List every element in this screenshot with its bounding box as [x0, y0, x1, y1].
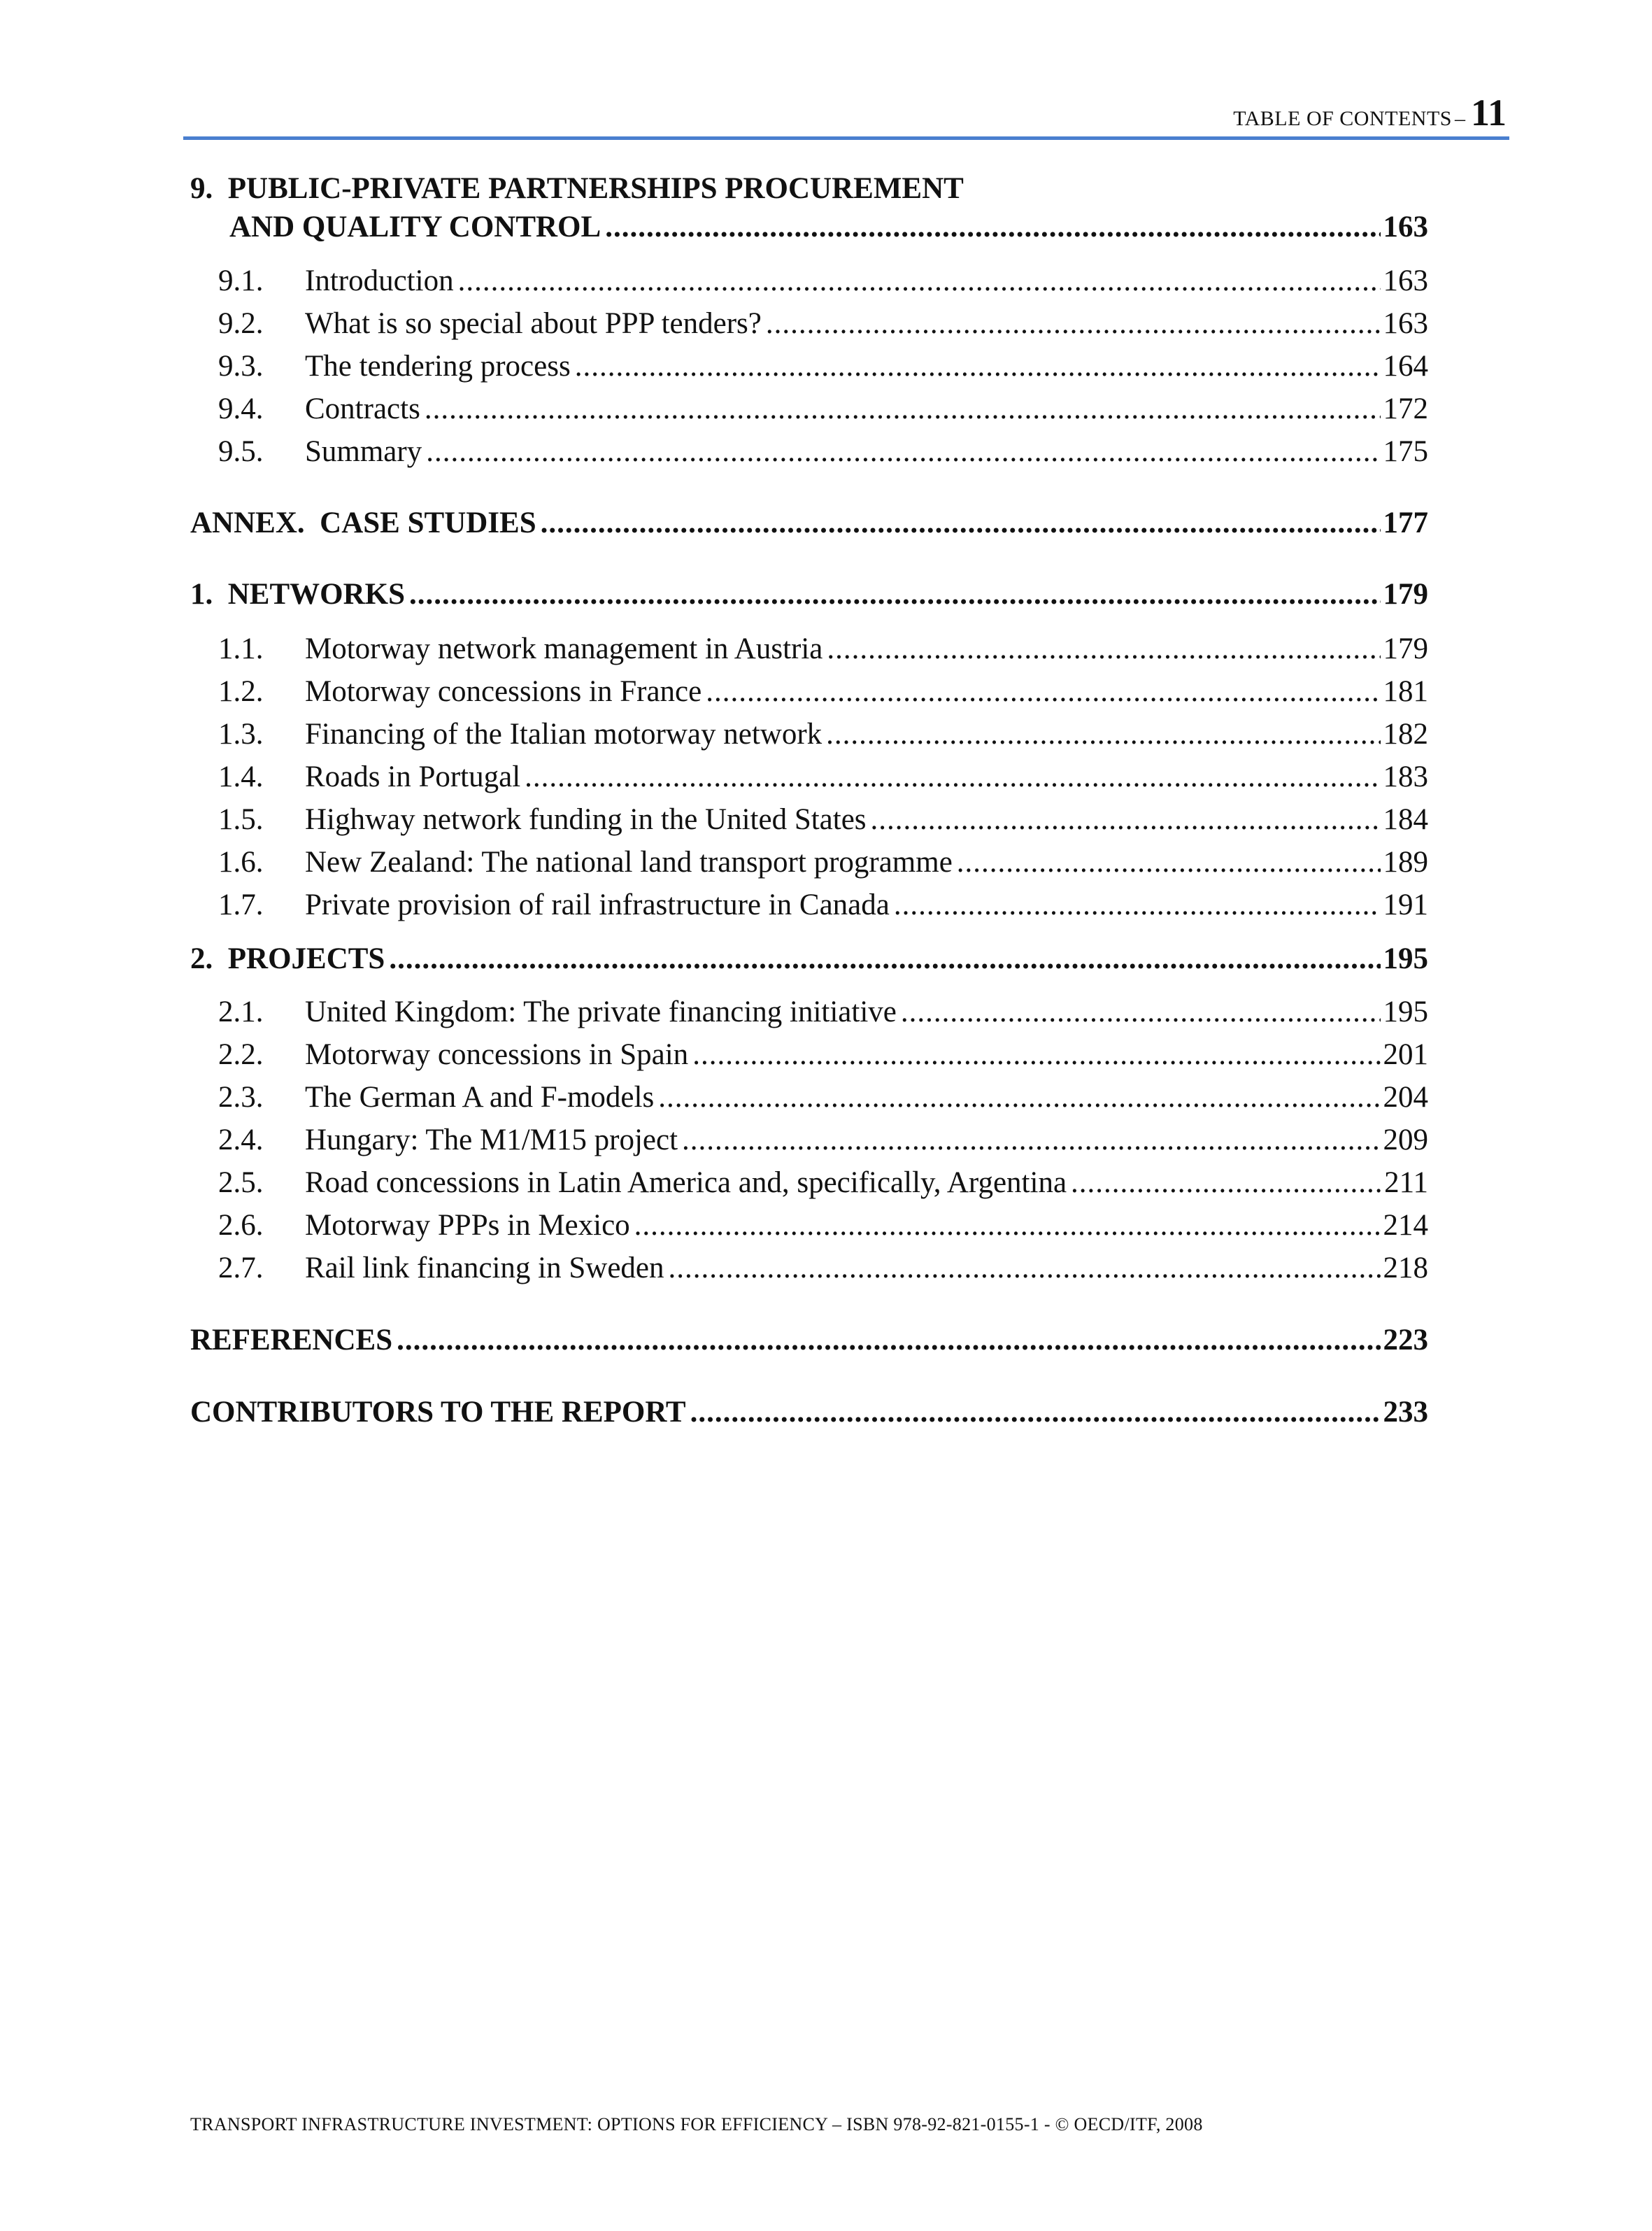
entry-number: 1.3. [218, 718, 264, 751]
toc-entry[interactable] [190, 1166, 1428, 1200]
entry-number: 1.5. [218, 803, 264, 836]
entry-title: Motorway concessions in France [305, 675, 702, 708]
page-number: 201 [1383, 1038, 1428, 1071]
table-of-contents [190, 0, 1428, 1539]
toc-chapter-networks[interactable] [190, 577, 1428, 611]
page-number: 189 [1383, 846, 1428, 879]
toc-entry[interactable] [190, 802, 1428, 837]
dot-leader [397, 1323, 1380, 1357]
page-number: 223 [1383, 1324, 1428, 1357]
dot-leader [692, 1037, 1380, 1072]
entry-number: 1.2. [218, 675, 264, 708]
running-footer: TRANSPORT INFRASTRUCTURE INVESTMENT: OPTIONS FOR EFFICIENCY – ISBN 978-92-821-0155-1 - © OECD/ITF, 2008 [190, 2114, 1203, 2134]
entry-number: 2.5. [218, 1166, 264, 1199]
dot-leader [827, 632, 1380, 666]
entry-title: New Zealand: The national land transport programme [305, 846, 953, 879]
toc-entry[interactable] [190, 717, 1428, 751]
page-number: 175 [1383, 435, 1428, 468]
toc-entry[interactable] [190, 349, 1428, 383]
entry-number: 2.1. [218, 996, 264, 1028]
page-number: 182 [1383, 718, 1428, 751]
dot-leader [682, 1123, 1380, 1157]
entry-number: 2.6. [218, 1209, 264, 1242]
page-number: 164 [1383, 350, 1428, 383]
dot-leader [541, 506, 1381, 540]
entry-number: 2.4. [218, 1124, 264, 1156]
dot-leader [658, 1080, 1380, 1114]
entry-title: Highway network funding in the United States [305, 803, 867, 836]
entry-title: The tendering process [305, 350, 571, 383]
dot-leader [409, 577, 1380, 611]
dot-leader [894, 888, 1381, 922]
entry-number: 2.3. [218, 1081, 264, 1114]
toc-entry[interactable] [190, 995, 1428, 1029]
toc-chapter-projects[interactable] [190, 942, 1428, 976]
entry-number: 9.5. [218, 435, 264, 468]
entry-number: 9.2. [218, 307, 264, 340]
dot-leader [901, 995, 1381, 1029]
page-number: 183 [1383, 760, 1428, 793]
entry-title: Roads in Portugal [305, 760, 521, 793]
entry-number: 9.1. [218, 264, 264, 297]
entry-number: 1.4. [218, 760, 264, 793]
toc-entry[interactable] [190, 434, 1428, 469]
dot-leader [957, 845, 1381, 879]
page-number: 179 [1383, 632, 1428, 665]
toc-entry[interactable] [190, 632, 1428, 666]
toc-entry[interactable] [190, 1123, 1428, 1157]
dot-leader [1071, 1166, 1381, 1200]
entry-title: Motorway network management in Austria [305, 632, 823, 665]
toc-entry[interactable] [190, 1208, 1428, 1242]
dot-leader [766, 306, 1381, 341]
entry-number: 9.3. [218, 350, 264, 383]
page-number: 209 [1383, 1124, 1428, 1156]
toc-entry[interactable] [190, 674, 1428, 709]
dot-leader [389, 942, 1380, 976]
entry-title: Financing of the Italian motorway network [305, 718, 823, 751]
dot-leader [525, 760, 1380, 794]
page-number: 163 [1383, 264, 1428, 297]
header-page-number: 11 [1470, 92, 1507, 134]
toc-entry[interactable] [190, 392, 1428, 426]
toc-entry[interactable] [190, 264, 1428, 298]
toc-entry[interactable] [190, 306, 1428, 341]
entry-title: Summary [305, 435, 422, 468]
dot-leader [871, 802, 1381, 837]
page-number: 191 [1383, 888, 1428, 921]
page-number: 211 [1384, 1166, 1428, 1199]
entry-title: Hungary: The M1/M15 project [305, 1124, 678, 1156]
entry-title: Private provision of rail infrastructure in Canada [305, 888, 890, 921]
dot-leader [575, 349, 1381, 383]
entry-number: 1.1. [218, 632, 264, 665]
entry-title: Motorway concessions in Spain [305, 1038, 689, 1071]
chapter-title-line2: AND QUALITY CONTROL [229, 211, 601, 243]
entry-title: Contracts [305, 392, 420, 425]
toc-entry[interactable] [190, 1080, 1428, 1114]
page-number: 218 [1383, 1252, 1428, 1284]
entry-title: Introduction [305, 264, 454, 297]
toc-chapter-9-line2[interactable] [190, 210, 1428, 244]
page-number: 214 [1383, 1209, 1428, 1242]
page-number: 163 [1383, 307, 1428, 340]
dot-leader [706, 674, 1380, 709]
page-number: 172 [1383, 392, 1428, 425]
header-dash: – [1454, 107, 1465, 130]
entry-title: Motorway PPPs in Mexico [305, 1209, 630, 1242]
dot-leader [634, 1208, 1381, 1242]
dot-leader [425, 392, 1381, 426]
contributors-title: CONTRIBUTORS TO THE REPORT [190, 1396, 686, 1429]
chapter-title: PROJECTS [227, 942, 385, 975]
toc-entry[interactable] [190, 1251, 1428, 1285]
references-title: REFERENCES [190, 1324, 393, 1357]
page-number: 233 [1383, 1396, 1428, 1429]
page-number: 195 [1383, 942, 1428, 975]
dot-leader [458, 264, 1381, 298]
chapter-number: 1. [190, 578, 213, 611]
entry-title: United Kingdom: The private financing initiative [305, 996, 897, 1028]
chapter-number: 2. [190, 942, 213, 975]
page-number: 177 [1383, 507, 1428, 539]
toc-entry[interactable] [190, 888, 1428, 922]
toc-contributors[interactable] [190, 1395, 1428, 1429]
page-number: 179 [1383, 578, 1428, 611]
toc-entry[interactable] [190, 845, 1428, 879]
page-number: 181 [1383, 675, 1428, 708]
chapter-title-line1: PUBLIC-PRIVATE PARTNERSHIPS PROCUREMENT [227, 172, 964, 205]
entry-number: 9.4. [218, 392, 264, 425]
toc-chapter-9-line1 [190, 171, 964, 206]
dot-leader [605, 210, 1380, 244]
dot-leader [826, 717, 1380, 751]
page-number: 184 [1383, 803, 1428, 836]
chapter-title: NETWORKS [227, 578, 406, 611]
page-number: 195 [1383, 996, 1428, 1028]
dot-leader [426, 434, 1380, 469]
entry-number: 2.7. [218, 1252, 264, 1284]
page-number: 204 [1383, 1081, 1428, 1114]
entry-number: 2.2. [218, 1038, 264, 1071]
entry-number: 1.6. [218, 846, 264, 879]
toc-references[interactable] [190, 1323, 1428, 1357]
dot-leader [669, 1251, 1381, 1285]
entry-title: What is so special about PPP tenders? [305, 307, 762, 340]
page-number: 163 [1383, 211, 1428, 243]
toc-entry[interactable] [190, 760, 1428, 794]
annex-title: ANNEX. CASE STUDIES [190, 507, 536, 539]
header-title: TABLE OF CONTENTS [1233, 107, 1452, 130]
toc-entry[interactable] [190, 1037, 1428, 1072]
entry-number: 1.7. [218, 888, 264, 921]
toc-annex[interactable] [190, 506, 1428, 540]
entry-title: The German A and F-models [305, 1081, 655, 1114]
entry-title: Road concessions in Latin America and, specifically, Argentina [305, 1166, 1067, 1199]
dot-leader [690, 1395, 1381, 1429]
entry-title: Rail link financing in Sweden [305, 1252, 664, 1284]
chapter-number: 9. [190, 172, 213, 205]
